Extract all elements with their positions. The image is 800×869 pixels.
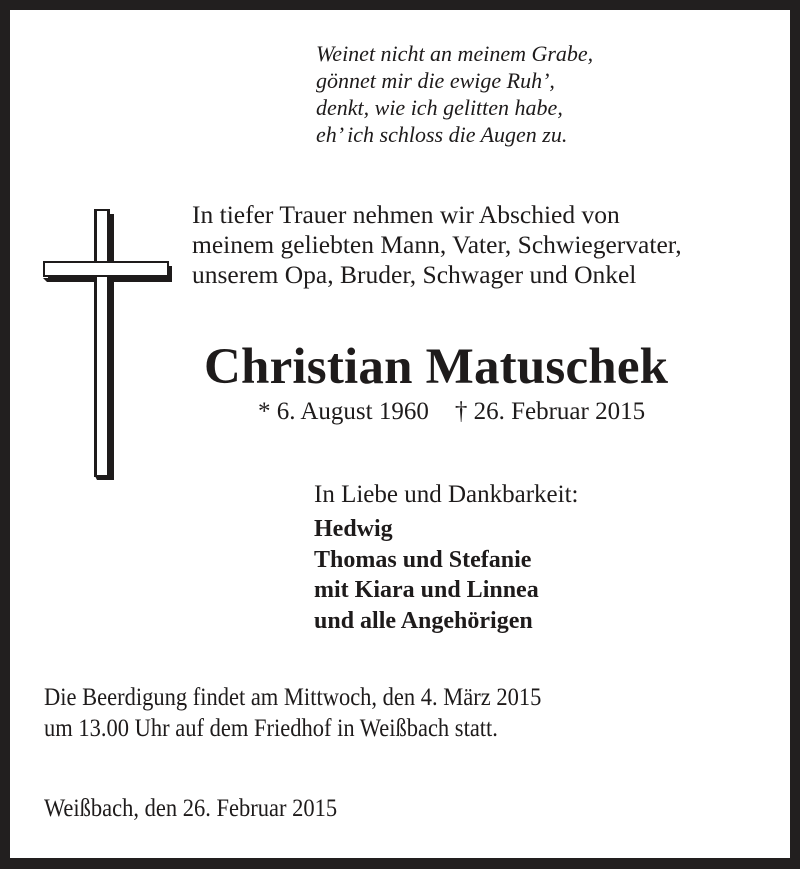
place-and-date: Weißbach, den 26. Februar 2015: [44, 795, 338, 822]
intro-line: unserem Opa, Bruder, Schwager und Onkel: [192, 260, 637, 289]
mourner: Hedwig: [314, 516, 393, 542]
mourner: mit Kiara und Linnea: [314, 577, 539, 603]
poem-line: eh’ ich schloss die Augen zu.: [316, 122, 568, 147]
poem-line: Weinet nicht an meinem Grabe,: [316, 41, 594, 66]
poem-line: gönnet mir die ewige Ruh’,: [316, 68, 555, 93]
birth-date: * 6. August 1960: [258, 398, 429, 425]
mourners-list: [314, 514, 539, 636]
poem-line: denkt, wie ich gelitten habe,: [316, 95, 563, 120]
obituary-notice: [10, 10, 790, 858]
funeral-line: Die Beerdigung findet am Mittwoch, den 4. März 2015: [44, 684, 542, 711]
deceased-name: Christian Matuschek: [204, 339, 669, 395]
funeral-info: [44, 682, 541, 744]
funeral-line: um 13.00 Uhr auf dem Friedhof in Weißbach statt.: [44, 715, 498, 742]
poem: [316, 40, 593, 148]
intro-line: meinem geliebten Mann, Vater, Schwiegervater,: [192, 230, 682, 259]
mourner: und alle Angehörigen: [314, 607, 533, 634]
death-date: † 26. Februar 2015: [454, 398, 646, 425]
thanks-line: In Liebe und Dankbarkeit:: [314, 481, 579, 508]
intro-line: In tiefer Trauer nehmen wir Abschied von: [192, 200, 620, 229]
intro-text: [192, 200, 682, 290]
life-dates: [258, 397, 645, 427]
mourner: Thomas und Stefanie: [314, 546, 532, 573]
cross-icon: [42, 208, 172, 480]
